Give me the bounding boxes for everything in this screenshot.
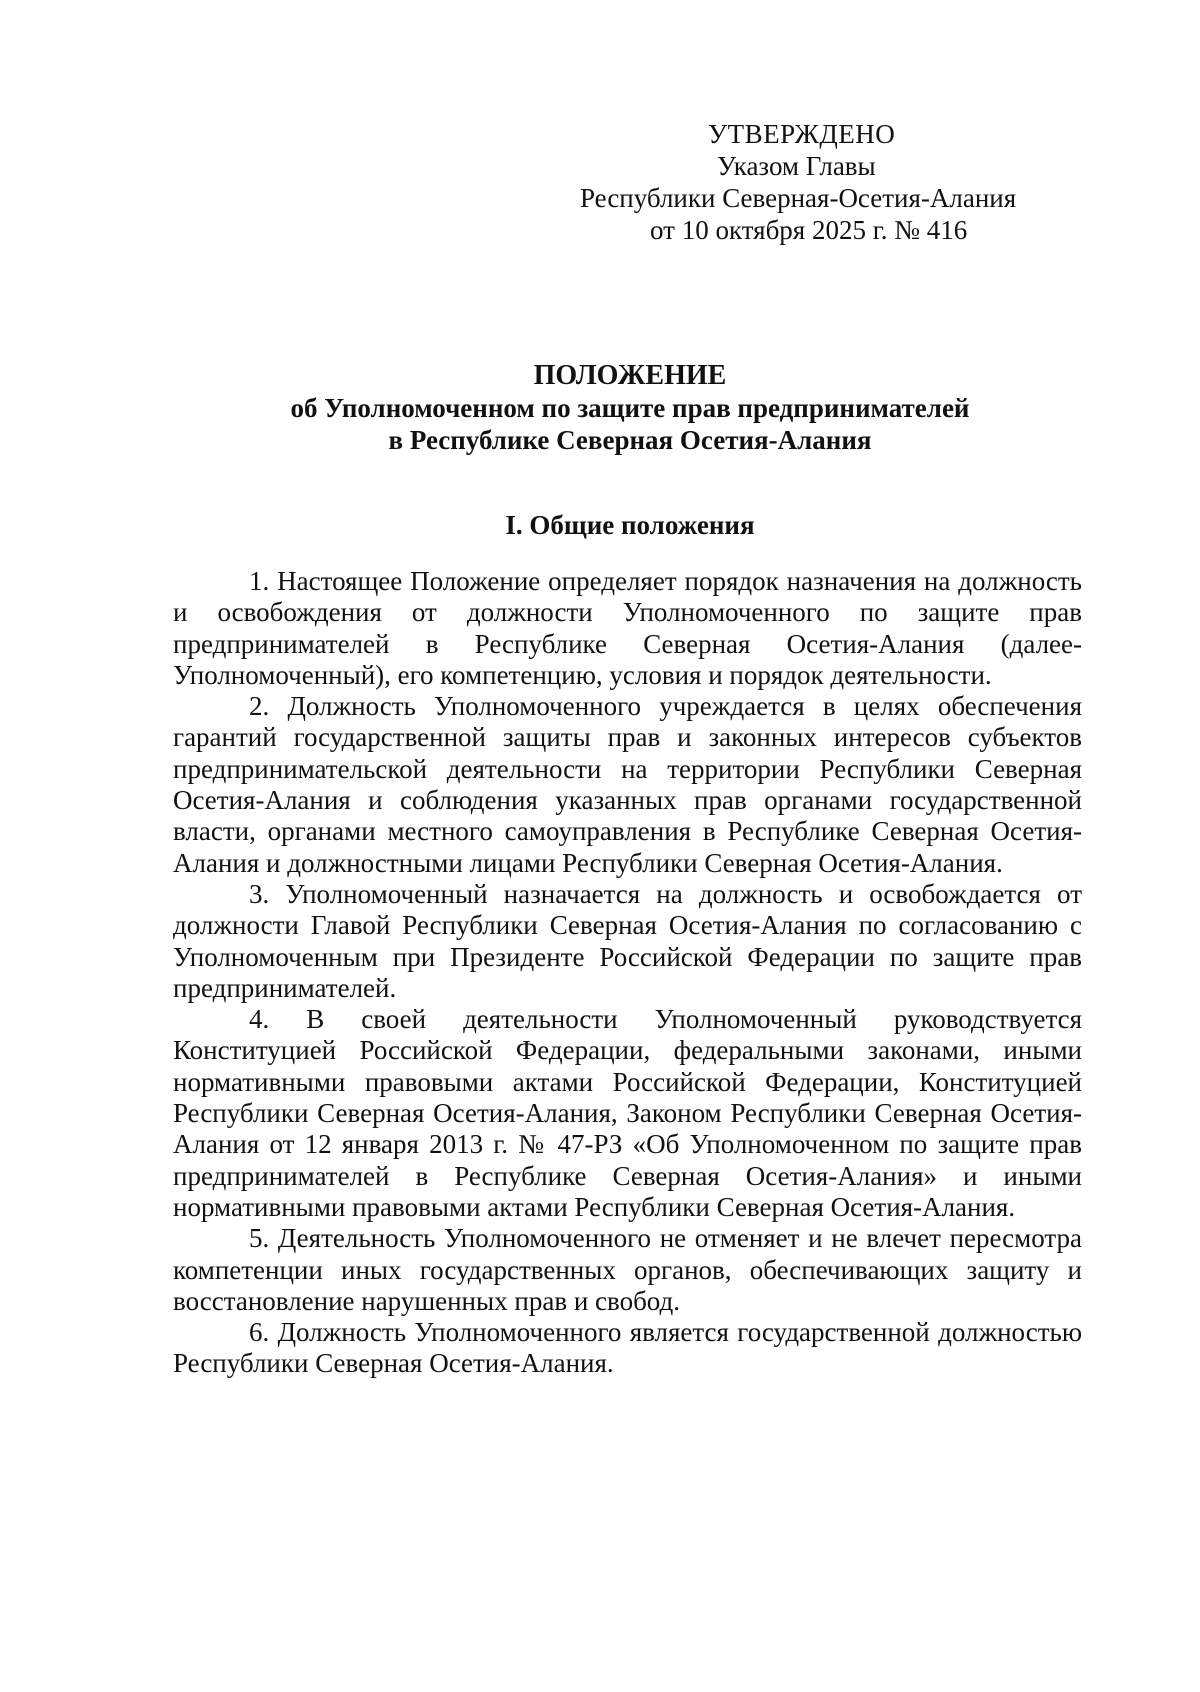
paragraph-3: 3. Уполномоченный назначается на должность и освобождается от должности Главой Республики Северная Осетия-Алания по согласованию с Уполномоченным при Президенте Российской Федерации по защите прав предпринимателей. [173, 878, 1082, 1003]
document-body [173, 566, 1082, 1380]
section-heading: I. Общие положения [505, 510, 755, 540]
approval-stamp-block [580, 118, 1100, 246]
document-title-block [0, 360, 1200, 456]
paragraph-2: 2. Должность Уполномоченного учреждается в целях обеспечения гарантий государственной защиты прав и законных интересов субъектов предпринимательской деятельности на территории Республики Северная Осетия-Алания и соблюдения указанных прав органами государственной власти, органами местного самоуправления в Республике Северная Осетия-Алания и должностными лицами Республики Северная Осетия-Алания. [173, 691, 1082, 878]
document-subtitle-line-2: в Республике Северная Осетия-Алания [388, 425, 872, 455]
paragraph-6: 6. Должность Уполномоченного является государственной должностью Республики Северная Осетия-Алания. [173, 1317, 1082, 1379]
paragraph-1: 1. Настоящее Положение определяет порядок назначения на должность и освобождения от должности Уполномоченного по защите прав предпринимателей в Республике Северная Осетия-Алания (далее-Уполномоченный), его компетенцию, условия и порядок деятельности. [173, 566, 1082, 690]
approval-date-number: от 10 октября 2025 г. № 416 [650, 215, 968, 245]
document-subtitle-line-1: об Уполномоченном по защите прав предпринимателей [290, 393, 970, 423]
paragraph-4: 4. В своей деятельности Уполномоченный руководствуется Конституцией Российской Федерации, федеральными законами, иными нормативными правовыми актами Российской Федерации, Конституцией Республики Северная Осетия-Алания, Законом Республики Северная Осетия-Алания от 12 января 2013 г. № 47-РЗ «Об Уполномоченном по защите прав предпринимателей в Республике Северная Осетия-Алания» и иными нормативными правовыми актами Республики Северная Осетия-Алания. [173, 1004, 1082, 1222]
approval-title: УТВЕРЖДЕНО [708, 119, 896, 149]
approval-republic-line: Республики Северная-Осетия-Алания [580, 183, 1017, 213]
document-title: ПОЛОЖЕНИЕ [533, 360, 727, 391]
paragraph-5: 5. Деятельность Уполномоченного не отменяет и не влечет пересмотра компетенции иных государственных органов, обеспечивающих защиту и восстановление нарушенных прав и свобод. [173, 1223, 1082, 1316]
approval-decree-line: Указом Главы [717, 151, 876, 181]
